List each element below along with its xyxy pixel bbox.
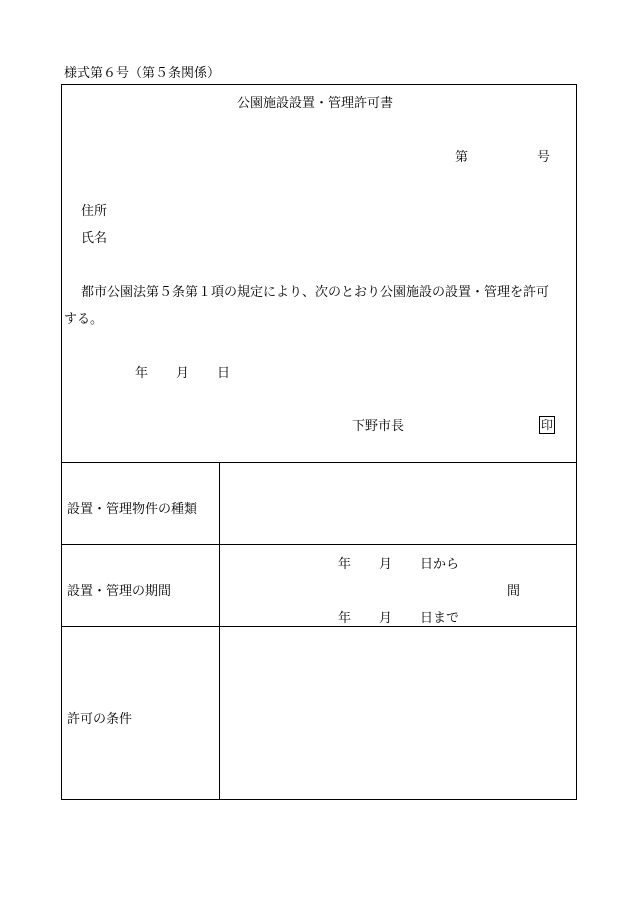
period-to-year: 年	[338, 611, 352, 626]
body-text-line2: する。	[64, 312, 104, 327]
seal-mark: 印	[540, 418, 553, 432]
date-month: 月	[176, 366, 190, 381]
row-label-period: 設置・管理の期間	[67, 584, 172, 599]
issuer-name: 下野市長	[352, 419, 405, 434]
number-prefix: 第	[455, 150, 469, 165]
period-from-day: 日から	[420, 557, 460, 572]
divider-column	[219, 462, 220, 800]
divider-header	[61, 462, 577, 463]
divider-row1	[61, 544, 577, 545]
period-to-day: 日まで	[420, 611, 460, 626]
date-year: 年	[135, 366, 149, 381]
name-label: 氏名	[81, 231, 108, 246]
row-label-item-type: 設置・管理物件の種類	[67, 502, 198, 517]
period-duration: 間	[507, 584, 521, 599]
row-label-conditions: 許可の条件	[67, 712, 133, 727]
address-label: 住所	[81, 204, 108, 219]
period-to-month: 月	[379, 611, 393, 626]
divider-row2	[61, 626, 577, 627]
period-from-year: 年	[338, 557, 352, 572]
form-number-label: 様式第６号（第５条関係）	[64, 66, 221, 81]
date-day: 日	[217, 366, 231, 381]
permit-frame	[61, 84, 577, 800]
body-text-line1: 都市公園法第５条第１項の規定により、次のとおり公園施設の設置・管理を許可	[81, 285, 550, 300]
number-suffix: 号	[537, 150, 551, 165]
document-title: 公園施設設置・管理許可書	[236, 96, 393, 111]
period-from-month: 月	[379, 557, 393, 572]
